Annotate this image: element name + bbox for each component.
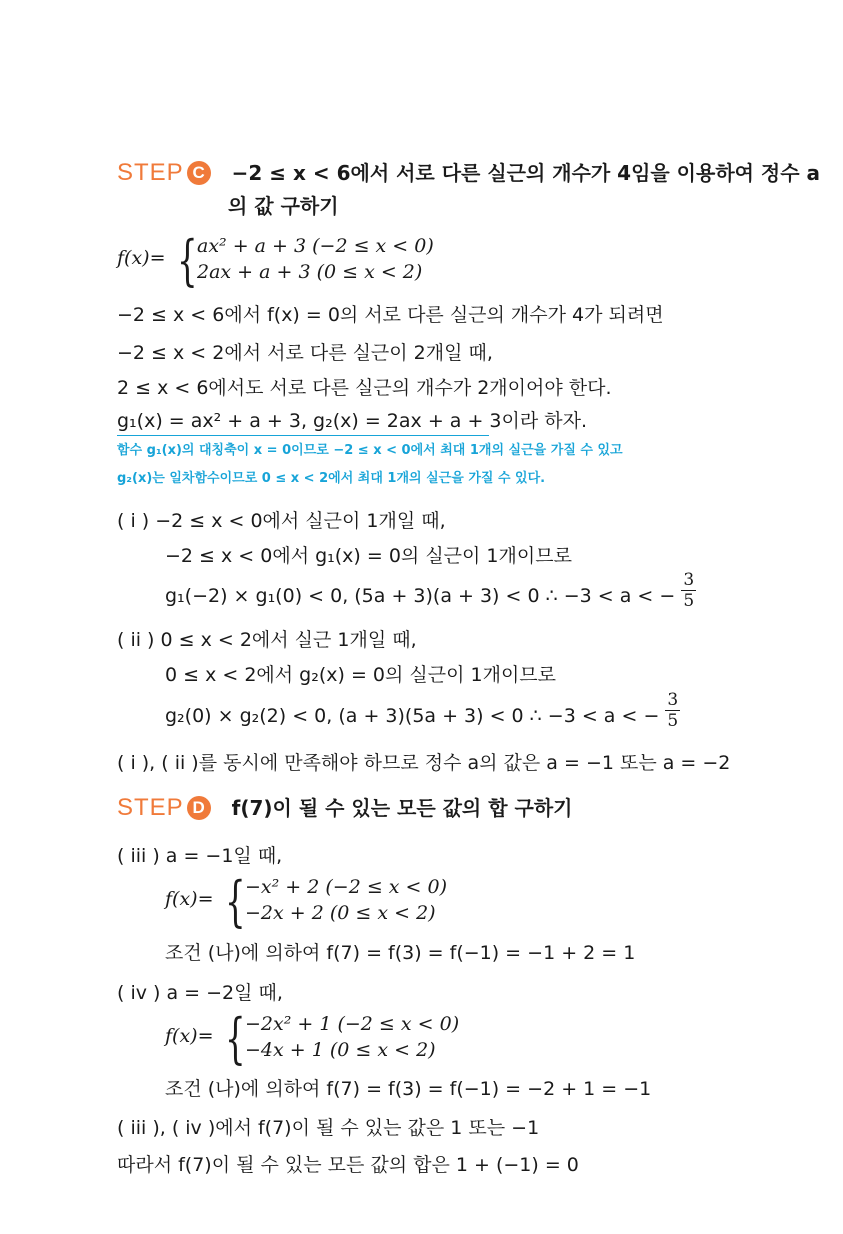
step-c-title-line1: −2 ≤ x < 6에서 서로 다른 실근의 개수가 4임을 이용하여 정수 a — [231, 161, 821, 185]
case-iv-case-2: −4x + 1 (0 ≤ x < 2) — [245, 1039, 436, 1061]
step-c-badge — [117, 160, 211, 186]
fx-piecewise — [117, 229, 517, 292]
case-i-line1: −2 ≤ x < 0에서 g₁(x) = 0의 실근이 1개이므로 — [165, 545, 572, 567]
case-iv-result: 조건 (나)에 의하여 f(7) = f(3) = f(−1) = −2 + 1 = −1 — [165, 1078, 652, 1100]
step-c-letter: C — [187, 161, 211, 185]
case-iv-lhs: f(x)= — [165, 1025, 214, 1047]
case-ii-line1: 0 ≤ x < 2에서 g₂(x) = 0의 실근이 1개이므로 — [165, 664, 557, 686]
fx-case-1: ax² + a + 3 (−2 ≤ x < 0) — [197, 235, 434, 257]
case-iii-case-2: −2x + 2 (0 ≤ x < 2) — [245, 902, 436, 924]
step-d-letter: D — [187, 796, 211, 820]
case-ii-inequality: g₂(0) × g₂(2) < 0, (a + 3)(5a + 3) < 0 ∴ −3 < a < − — [165, 705, 660, 727]
case-iii-head: ( iii ) a = −1일 때, — [117, 845, 283, 867]
case-i-line2 — [165, 570, 696, 611]
step-c-heading — [117, 160, 820, 186]
case-iii-lhs: f(x)= — [165, 888, 214, 910]
body-line-3: 2 ≤ x < 6에서도 서로 다른 실근의 개수가 2개이어야 한다. — [117, 377, 612, 399]
case-iii-case-1: −x² + 2 (−2 ≤ x < 0) — [245, 876, 448, 898]
conclusion-c: ( i ), ( ii )를 동시에 만족해야 하므로 정수 a의 값은 a = −1 또는 a = −2 — [117, 752, 731, 774]
hint-line-2: g₂(x)는 일차함수이므로 0 ≤ x < 2에서 최대 1개의 실근을 가질 수 있다. — [117, 471, 546, 486]
case-iii-result: 조건 (나)에 의하여 f(7) = f(3) = f(−1) = −1 + 2 = 1 — [165, 942, 636, 964]
case-iii-piecewise — [165, 870, 565, 933]
case-iv-head: ( iv ) a = −2일 때, — [117, 982, 283, 1004]
brace-symbol: { — [225, 870, 246, 933]
fx-lhs: f(x)= — [117, 247, 166, 269]
body-line-1: −2 ≤ x < 6에서 f(x) = 0의 서로 다른 실근의 개수가 4가 되려면 — [117, 304, 664, 326]
case-iv-case-1: −2x² + 1 (−2 ≤ x < 0) — [245, 1013, 460, 1035]
step-d-title: f(7)이 될 수 있는 모든 값의 합 구하기 — [231, 796, 573, 820]
brace-symbol: { — [225, 1007, 246, 1070]
final-line-2: 따라서 f(7)이 될 수 있는 모든 값의 합은 1 + (−1) = 0 — [117, 1154, 579, 1176]
fx-case-2: 2ax + a + 3 (0 ≤ x < 2) — [197, 261, 423, 283]
case-ii-line2 — [165, 690, 680, 731]
case-ii-head: ( ii ) 0 ≤ x < 2에서 실근 1개일 때, — [117, 629, 417, 651]
step-d-badge — [117, 795, 211, 821]
case-ii-frac-den: 5 — [667, 711, 679, 731]
step-c-label: STEP — [117, 159, 184, 186]
case-i-head: ( i ) −2 ≤ x < 0에서 실근이 1개일 때, — [117, 510, 446, 532]
case-i-inequality: g₁(−2) × g₁(0) < 0, (5a + 3)(a + 3) < 0 ∴ −3 < a < − — [165, 585, 676, 607]
hint-line-1: 함수 g₁(x)의 대칭축이 x = 0이므로 −2 ≤ x < 0에서 최대 1개의 실근을 가질 수 있고 — [117, 443, 623, 458]
case-i-frac-den: 5 — [683, 591, 695, 611]
step-d-label: STEP — [117, 794, 184, 821]
final-line-1: ( iii ), ( iv )에서 f(7)이 될 수 있는 값은 1 또는 −1 — [117, 1117, 540, 1139]
body-line-2: −2 ≤ x < 2에서 서로 다른 실근이 2개일 때, — [117, 342, 493, 364]
step-c-title-line2: 의 값 구하기 — [228, 194, 339, 218]
body-line-4: g₁(x) = ax² + a + 3, g₂(x) = 2ax + a + 3이라 하자. — [117, 410, 588, 432]
step-d-heading — [117, 795, 572, 821]
case-i-frac-num: 3 — [683, 570, 695, 590]
hint-divider — [117, 435, 489, 436]
case-i-fraction — [681, 570, 696, 611]
case-ii-fraction — [665, 690, 680, 731]
case-iv-piecewise — [165, 1007, 565, 1070]
case-ii-frac-num: 3 — [667, 690, 679, 710]
brace-symbol: { — [177, 229, 198, 292]
